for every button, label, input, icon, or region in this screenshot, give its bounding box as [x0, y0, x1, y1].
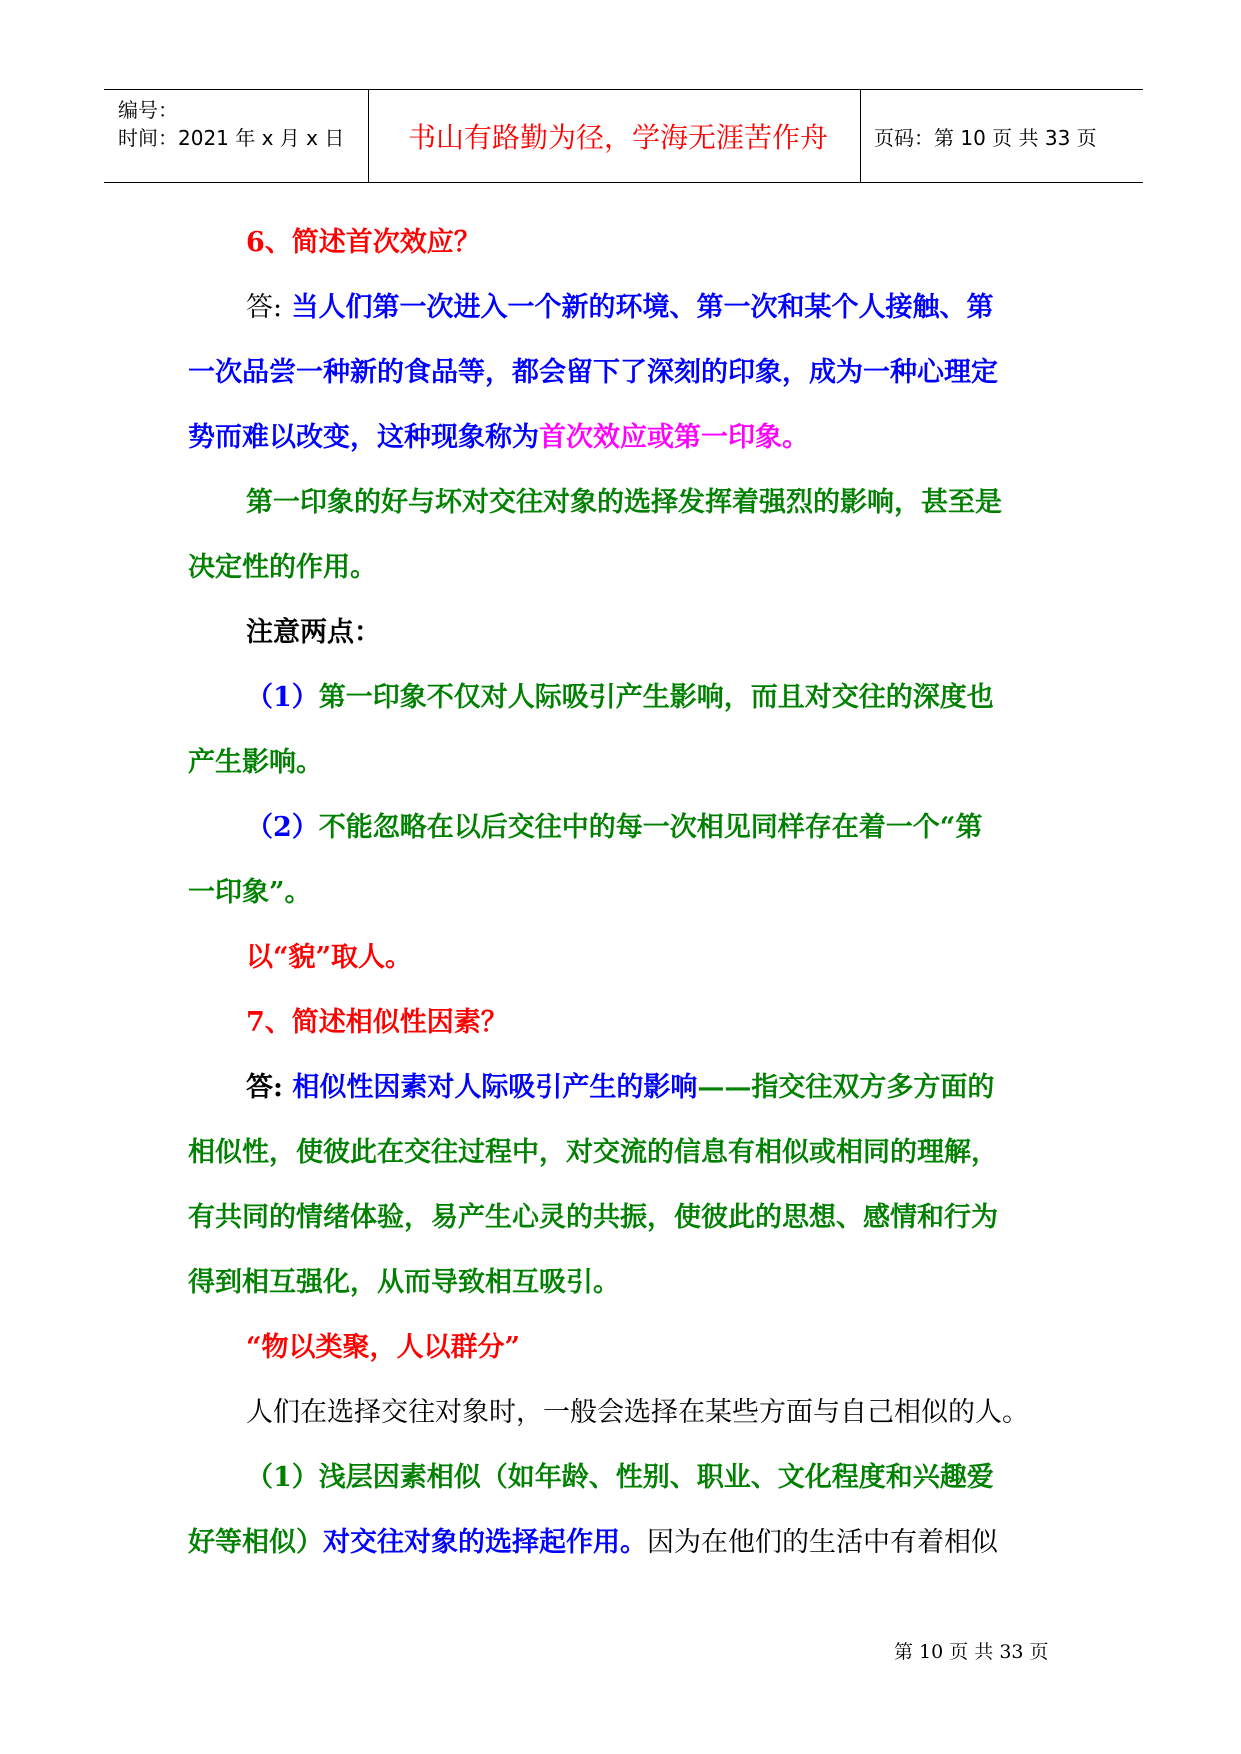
saying-1: 以“貌”取人。 [246, 942, 413, 973]
document-header [104, 89, 1143, 183]
item-1-number: （1） [246, 1462, 319, 1493]
question-6-answer-line-3 [188, 405, 1064, 470]
header-divider-left [368, 90, 369, 182]
question-6-paragraph-2-line-2: 决定性的作用。 [188, 552, 377, 583]
item-1-text-green: 好等相似） [188, 1527, 323, 1558]
note-title: 注意两点： [246, 617, 381, 648]
item-1-line-1 [188, 1445, 1064, 1510]
question-6-paragraph-2-line-1: 第一印象的好与坏对交往对象的选择发挥着强烈的影响，甚至是 [246, 487, 1002, 518]
question-6-heading: 6、简述首次效应？ [246, 227, 481, 258]
highlighted-term: 首次效应或第一印象。 [539, 422, 809, 453]
plain-paragraph: 人们在选择交往对象时，一般会选择在某些方面与自己相似的人。 [246, 1397, 1029, 1428]
answer-text: 当人们第一次进入一个新的环境、第一次和某个人接触、第 [282, 292, 994, 323]
document-body [188, 210, 1064, 1575]
question-7-answer-line-3: 有共同的情绪体验，易产生心灵的共振，使彼此的思想、感情和行为 [188, 1202, 998, 1233]
item-1-text-blue: 对交往对象的选择起作用。 [323, 1527, 647, 1558]
answer-text-blue: 相似性因素对人际吸引产生的影响 [282, 1072, 698, 1103]
note-1-line-1 [188, 665, 1064, 730]
answer-text: 势而难以改变，这种现象称为 [188, 422, 539, 453]
answer-prefix: 答: [246, 1072, 283, 1103]
answer-prefix: 答: [246, 292, 283, 323]
note-2-text: 不能忽略在以后交往中的每一次相见同样存在着一个“第 [318, 812, 983, 843]
item-1-line-2 [188, 1510, 1064, 1575]
header-meta [118, 90, 368, 182]
note-1-number: （1） [246, 682, 319, 713]
answer-text-green: ——指交往双方多方面的 [697, 1072, 995, 1103]
question-6-answer-line-2: 一次品尝一种新的食品等，都会留下了深刻的印象，成为一种心理定 [188, 357, 998, 388]
question-7-heading: 7、简述相似性因素？ [246, 1007, 508, 1038]
header-motto: 书山有路勤为径，学海无涯苦作舟 [407, 121, 828, 154]
page-footer: 第 10 页 共 33 页 [894, 1641, 1049, 1663]
document-time-label: 时间：2021 年 x 月 x 日 [118, 126, 345, 150]
note-1-text: 第一印象不仅对人际吸引产生影响，而且对交往的深度也 [318, 682, 994, 713]
item-1-text: 浅层因素相似（如年龄、性别、职业、文化程度和兴趣爱 [318, 1462, 994, 1493]
question-7-answer-line-2: 相似性，使彼此在交往过程中，对交流的信息有相似或相同的理解， [188, 1137, 998, 1168]
header-divider-right [860, 90, 861, 182]
note-2-line-1 [188, 795, 1064, 860]
document-number-label: 编号： [118, 98, 178, 122]
item-1-text-plain: 因为在他们的生活中有着相似 [647, 1527, 998, 1558]
header-page-info: 页码：第 10 页 共 33 页 [874, 125, 1097, 150]
note-1-line-2: 产生影响。 [188, 747, 323, 778]
question-7-answer-line-4: 得到相互强化，从而导致相互吸引。 [188, 1267, 620, 1298]
note-2-number: （2） [246, 812, 319, 843]
question-6-answer-line-1 [188, 275, 1064, 340]
note-2-line-2: 一印象”。 [188, 877, 312, 908]
saying-2: “物以类聚，人以群分” [246, 1332, 521, 1363]
question-7-answer-line-1 [188, 1055, 1064, 1120]
